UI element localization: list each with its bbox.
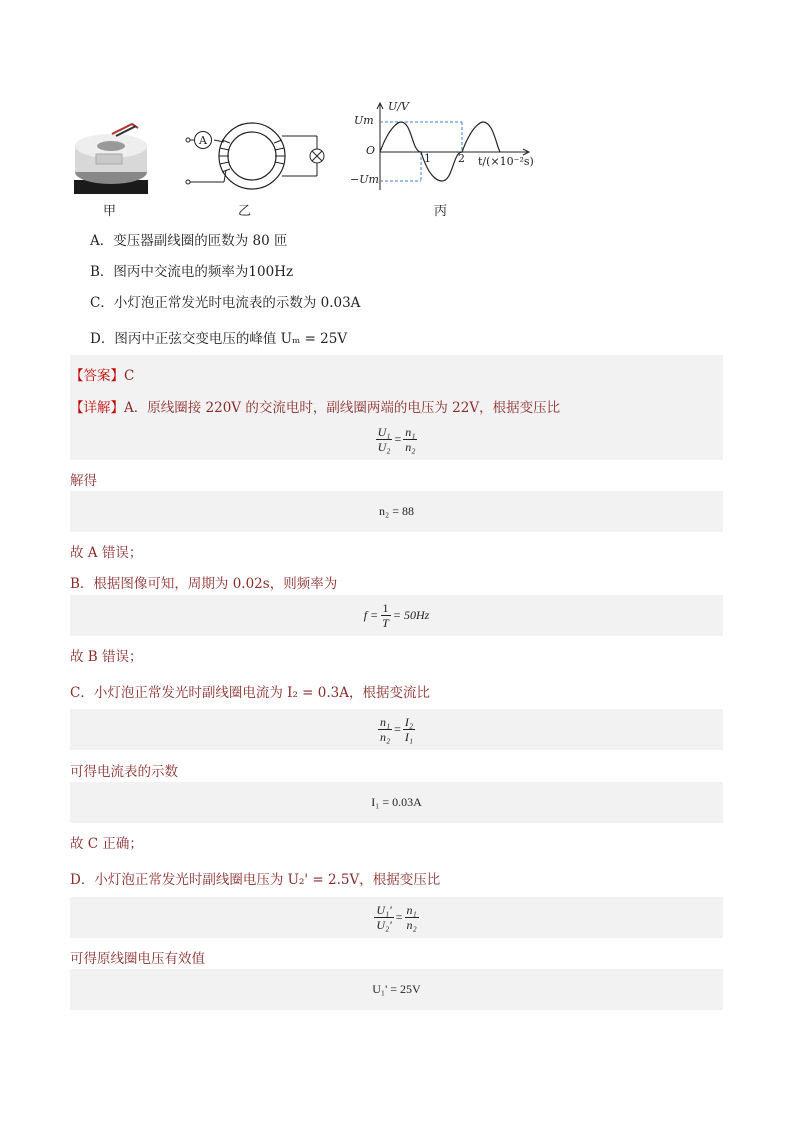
graph-neg-um-label: −Um [350,173,379,186]
figure-yi-label: 乙 [238,204,252,219]
figure-yi-circuit [182,118,332,198]
d-line-text: D．小灯泡正常发光时副线圈电压为 U₂' = 2.5V，根据变压比 [70,872,441,888]
graph-tick-1: 1 [424,152,431,165]
eq6-rhs-den: n₂ [406,918,417,932]
graph-x-axis-label: t/(×10⁻²s) [478,155,534,168]
graph-y-axis-label: U/V [388,100,409,113]
c-right-text: 故 C 正确； [70,836,143,852]
transformer-photo-icon [72,120,150,198]
detail-a-line [70,396,560,416]
answer-value: C [124,368,135,384]
c-line-text: C．小灯泡正常发光时副线圈电流为 I₂ = 0.3A，根据变流比 [70,685,430,701]
figure-bing-graph [350,100,540,196]
eq4-lhs-den: n₂ [379,730,391,744]
equation-4: $\frac{\text{n₁}}{\text{n₂}}$ = $\frac{\text{I₂}}{\text{I₁}}$ [70,709,723,750]
a-wrong-text: 故 A 错误； [70,545,143,561]
option-c: C．小灯泡正常发光时电流表的示数为 0.03A [90,295,361,311]
eq6-rhs-num: n₁ [406,903,417,917]
eq7-text: U₁' = 25V [372,982,421,996]
b-line-text: B．根据图像可知，周期为 0.02s，则频率为 [70,576,338,592]
equation-5 [70,782,723,823]
circuit-diagram [182,118,332,198]
ammeter-icon [194,131,212,149]
answer-tag: 【答案】 [70,368,124,384]
eq1-rhs-num: n₁ [405,425,416,439]
b-wrong-text: 故 B 错误； [70,649,143,665]
eq3-lhs: f = [363,608,379,622]
equation-6: $\frac{\text{U₁'}}{\text{U₂'}}$ = $\frac{\text{n₁}}{\text{n₂}}$ [70,897,723,938]
figure-jia-label: 甲 [103,204,117,219]
graph-origin-label: O [366,144,376,157]
answer-line [70,364,134,384]
eq5-text: I₁ = 0.03A [371,795,422,809]
eq1-lhs-num: U₁ [377,425,391,439]
option-b: B．图丙中交流电的频率为100Hz [90,264,294,280]
graph-tick-2: 2 [458,152,465,165]
equation-7 [70,969,723,1010]
d-kede-text: 可得原线圈电压有效值 [70,951,205,967]
eq4-rhs-den: I₁ [404,730,414,744]
eq4-rhs-num: I₂ [404,715,414,729]
equation-3 [70,595,723,636]
detail-a-text: A．原线圈接 220V 的交流电时，副线圈两端的电压为 22V，根据变压比 [124,400,561,416]
eq1-lhs-den: U₂ [377,440,391,454]
eq3-rhs: = 50Hz [392,608,430,622]
graph-um-label: Um [354,114,374,127]
jiede-text: 解得 [70,473,97,489]
eq6-lhs-num: U₁' [376,903,392,917]
equation-2 [70,491,723,532]
c-kede-text: 可得电流表的示数 [70,764,178,780]
eq2-text: n₂ = 88 [379,504,414,518]
figure-bing-label: 丙 [434,204,448,219]
eq3-num: 1 [382,601,389,615]
eq1-rhs-den: n₂ [405,440,416,454]
figure-jia-transformer-photo [72,120,150,198]
eq3-den: T [382,616,389,630]
option-d: D．图丙中正弦交变电压的峰值 Uₘ = 25V [90,331,348,347]
ammeter-symbol: A [199,133,207,147]
option-a: A．变压器副线圈的匝数为 80 匝 [90,233,288,249]
detail-tag: 【详解】 [70,400,124,416]
eq4-lhs-num: n₁ [379,715,391,729]
equation-1: $\frac{\text{U₁}}{\text{U₂}}$ = $\frac{\text{n₁}}{\text{n₂}}$ [70,419,723,460]
eq6-lhs-den: U₂' [376,918,392,932]
answer-band [70,355,723,387]
